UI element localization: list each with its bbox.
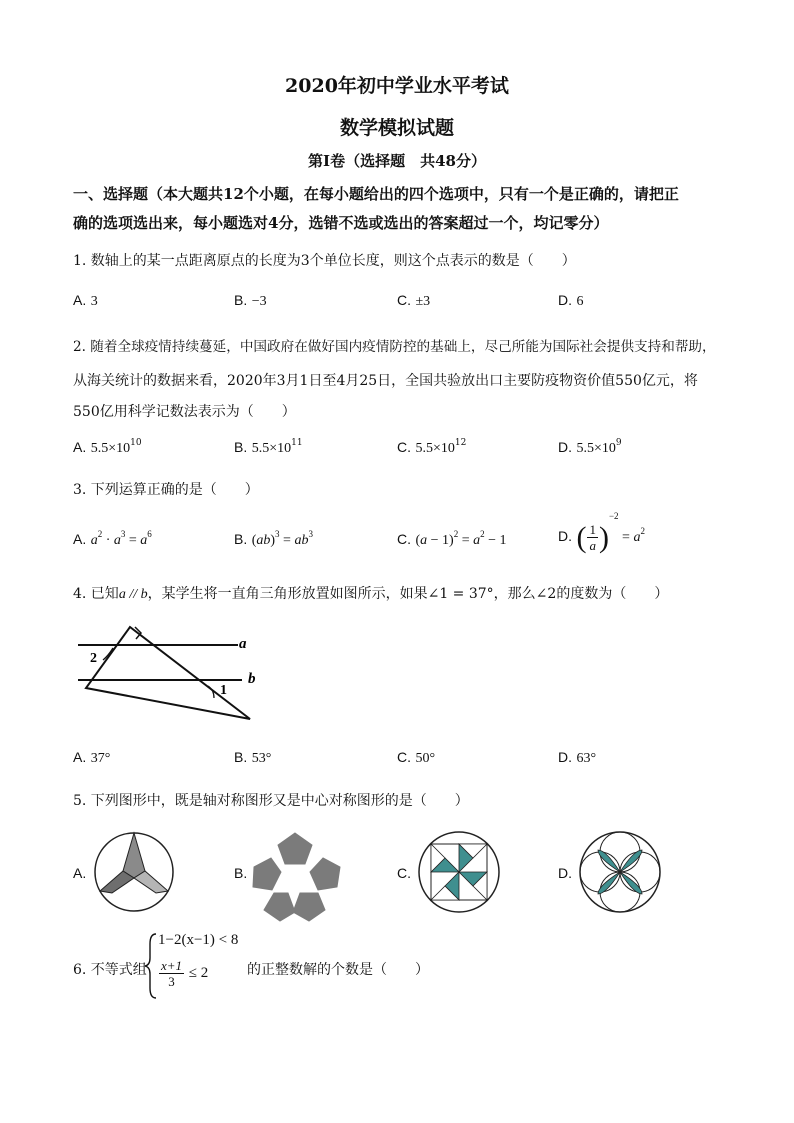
option-base: 5.5×10	[576, 441, 616, 456]
question-3-text: 3. 下列运算正确的是（ ）	[73, 482, 259, 498]
question-2-option-b[interactable]	[234, 439, 303, 457]
section-instructions-line1: 一、选择题（本大题共12个小题，在每小题给出的四个选项中，只有一个是正确的，请把正	[73, 185, 679, 203]
option-formula: $(a - 1)^2 = a^2 - 1$	[415, 529, 507, 548]
option-value: 63°	[576, 751, 597, 766]
option-formula: $a^2 \cdot a^3 = a^6$	[90, 529, 152, 548]
exam-title: 2020年初中学业水平考试	[285, 75, 509, 97]
option-label: A.	[73, 292, 87, 308]
option-base: 5.5×10	[251, 441, 292, 456]
question-2-option-c[interactable]	[397, 439, 466, 457]
inequality-1: 1−2(x−1) < 8	[158, 932, 239, 948]
option-label: C.	[397, 531, 411, 547]
option-label: B.	[234, 749, 248, 765]
option-exponent: 12	[454, 438, 467, 448]
inequality-2-relation: ≤ 2	[188, 964, 209, 981]
question-3-option-d[interactable]	[558, 511, 645, 554]
option-value: 6	[576, 294, 584, 309]
option-label: A.	[73, 439, 87, 455]
question-5-option-c-label[interactable]: C.	[397, 865, 411, 881]
figure-d-four-petal-flower	[580, 832, 660, 912]
option-formula: $(ab)^3 = ab^3$	[251, 529, 313, 548]
question-6-suffix: 的正整数解的个数是（ ）	[247, 962, 429, 978]
option-label: A.	[73, 531, 87, 547]
question-4-option-b[interactable]	[234, 749, 271, 767]
question-3-option-c[interactable]	[397, 531, 507, 549]
option-value: 37°	[90, 751, 111, 766]
question-2-option-a[interactable]	[73, 439, 142, 457]
question-4-body: ，某学生将一直角三角形放置如图所示，如果∠1 = 37°，那么∠2的度数为（ ）	[147, 586, 669, 602]
option-label: C.	[397, 439, 411, 455]
option-label: D.	[558, 439, 572, 455]
option-base: 5.5×10	[90, 441, 131, 456]
question-2-line1: 2. 随着全球疫情持续蔓延，中国政府在做好国内疫情防控的基础上，尽己所能为国际社会提供支持和帮助，	[73, 339, 716, 355]
question-3-option-a[interactable]	[73, 531, 152, 549]
option-label: C.	[397, 749, 411, 765]
question-4-prefix: 4. 已知	[73, 586, 119, 602]
option-label: D.	[558, 749, 572, 765]
question-1-option-d[interactable]	[558, 292, 583, 310]
option-value: ±3	[415, 294, 431, 309]
question-1-option-c[interactable]	[397, 292, 430, 310]
exam-subtitle: 数学模拟试题	[339, 117, 454, 139]
question-1-text: 1. 数轴上的某一点距离原点的长度为3个单位长度，则这个点表示的数是（ ）	[73, 253, 576, 269]
question-5-text: 5. 下列图形中，既是轴对称图形又是中心对称图形的是（ ）	[73, 793, 469, 809]
inequality-2-numerator: x+1	[161, 958, 183, 973]
question-4-text	[73, 583, 668, 603]
right-triangle	[86, 627, 250, 719]
option-label: B.	[234, 439, 248, 455]
option-label: B.	[234, 292, 248, 308]
question-5-option-b-label[interactable]: B.	[234, 865, 248, 881]
label-angle-2: 2	[90, 651, 97, 666]
question-1-option-a[interactable]	[73, 292, 98, 310]
option-label: D.	[558, 528, 572, 544]
part-heading: 第Ⅰ卷（选择题 共48分）	[308, 152, 486, 170]
figure-a-three-blade-shape	[95, 833, 173, 911]
option-label: D.	[558, 292, 572, 308]
option-value: 3	[90, 294, 98, 309]
angle-2-arc	[103, 648, 113, 660]
question-4-option-d[interactable]	[558, 749, 596, 767]
question-5-option-d-label[interactable]: D.	[558, 865, 572, 881]
option-exponent: 11	[291, 438, 303, 448]
option-label: A.	[73, 749, 87, 765]
inequality-2-denominator: 3	[168, 974, 175, 989]
option-formula: ( $\frac{1}{a}$ )$^{-2} = a^2$	[576, 511, 645, 554]
question-3-option-b[interactable]	[234, 531, 313, 549]
question-5-option-a-label[interactable]: A.	[73, 865, 87, 881]
option-exponent: 9	[615, 438, 622, 448]
question-6-prefix: 6. 不等式组	[73, 962, 147, 978]
label-b: b	[248, 671, 256, 687]
label-a: a	[239, 636, 247, 652]
question-4-option-a[interactable]	[73, 749, 110, 767]
figure-c-pinwheel	[419, 832, 499, 912]
question-2-option-d[interactable]	[558, 439, 622, 457]
inequality-2	[158, 958, 208, 989]
angle-1-arc	[208, 686, 214, 698]
right-angle-mark	[135, 627, 141, 639]
question-2-line2: 从海关统计的数据来看，2020年3月1日至4月25日，全国共验放出口主要防疫物资价值550亿元，将	[73, 373, 698, 389]
option-value: −3	[251, 294, 267, 309]
section-instructions-line2: 确的选项选出来，每小题选对4分，选错不选或选出的答案超过一个，均记零分）	[73, 214, 609, 232]
option-base: 5.5×10	[415, 441, 455, 456]
option-value: 50°	[415, 751, 436, 766]
option-label: C.	[397, 292, 411, 308]
parallel-notation: a // b	[118, 587, 148, 602]
option-exponent: 10	[130, 438, 142, 448]
question-2-line3: 550亿用科学记数法表示为（ ）	[73, 404, 296, 420]
question-1-option-b[interactable]	[234, 292, 267, 310]
option-value: 53°	[251, 751, 272, 766]
figure-b-pentagon-ring	[253, 833, 340, 921]
label-angle-1: 1	[220, 683, 227, 698]
option-label: B.	[234, 531, 248, 547]
question-4-option-c[interactable]	[397, 749, 435, 767]
